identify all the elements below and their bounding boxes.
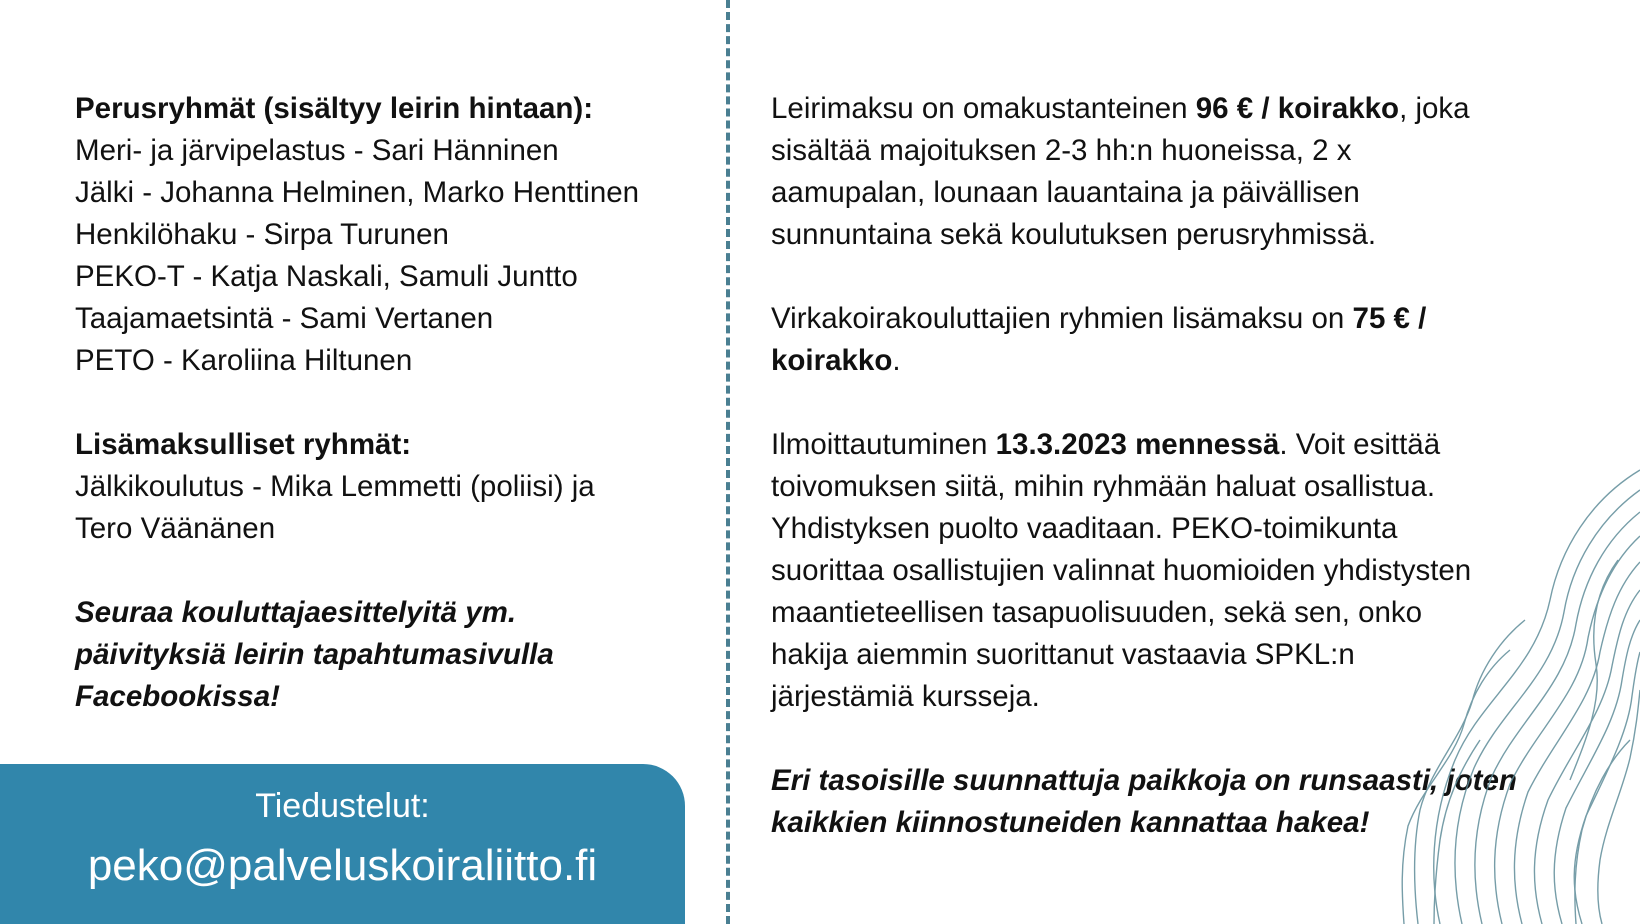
extra-fee-line: Virkakoirakouluttajien ryhmien lisämaksu on 75 € / — [771, 302, 1427, 335]
closing-line: kaikkien kiinnostuneiden kannattaa hakea! — [771, 806, 1370, 839]
fee-line: sisältää majoituksen 2-3 hh:n huoneissa, 2 x — [771, 134, 1352, 167]
registration-line: suorittaa osallistujien valinnat huomioiden yhdistysten — [771, 554, 1472, 587]
contact-email[interactable]: peko@palveluskoiraliitto.fi — [87, 841, 598, 890]
extra-group-line: Tero Väänänen — [75, 512, 276, 545]
group-line: PEKO-T - Katja Naskali, Samuli Juntto — [75, 260, 578, 293]
group-line: PETO - Karoliina Hiltunen — [75, 344, 413, 377]
registration-line: hakija aiemmin suorittanut vastaavia SPKL:n — [771, 638, 1355, 671]
group-line: Taajamaetsintä - Sami Vertanen — [75, 302, 494, 335]
dashed-divider — [726, 0, 730, 924]
fee-line: sunnuntaina sekä koulutuksen perusryhmissä. — [771, 218, 1377, 251]
extra-groups-heading: Lisämaksulliset ryhmät: — [75, 428, 412, 461]
registration-deadline: 13.3.2023 mennessä — [995, 428, 1280, 461]
basic-groups-heading: Perusryhmät (sisältyy leirin hintaan): — [75, 92, 594, 125]
fee-line: aamupalan, lounaan lauantaina ja päivällisen — [771, 176, 1360, 209]
group-line: Jälki - Johanna Helminen, Marko Henttinen — [75, 176, 640, 209]
group-line: Henkilöhaku - Sirpa Turunen — [75, 218, 449, 251]
registration-line: Ilmoittautuminen 13.3.2023 mennessä. Voit esittää — [771, 428, 1441, 461]
fee-amount: 96 € / koirakko — [1195, 92, 1400, 125]
topographic-contour-decoration — [1360, 440, 1640, 924]
registration-line: toivomuksen siitä, mihin ryhmään haluat osallistua. — [771, 470, 1436, 503]
follow-note-line: Facebookissa! — [75, 680, 280, 713]
registration-line: Yhdistyksen puolto vaaditaan. PEKO-toimikunta — [771, 512, 1398, 545]
extra-group-line: Jälkikoulutus - Mika Lemmetti (poliisi) ja — [75, 470, 595, 503]
fee-line: Leirimaksu on omakustanteinen 96 € / koirakko, joka — [771, 92, 1470, 125]
follow-note-line: Seuraa kouluttajaesittelyitä ym. — [75, 596, 517, 629]
extra-fee-amount: 75 € / — [1352, 302, 1427, 335]
left-column — [75, 88, 705, 718]
closing-line: Eri tasoisille suunnattuja paikkoja on runsaasti, joten — [771, 764, 1517, 797]
registration-line: järjestämiä kursseja. — [771, 680, 1040, 713]
contact-box — [0, 764, 685, 924]
group-line: Meri- ja järvipelastus - Sari Hänninen — [75, 134, 559, 167]
follow-note-line: päivityksiä leirin tapahtumasivulla — [75, 638, 554, 671]
extra-fee-line: koirakko. — [771, 344, 901, 377]
contact-label: Tiedustelut: — [255, 787, 430, 825]
registration-line: maantieteellisen tasapuolisuuden, sekä sen, onko — [771, 596, 1423, 629]
